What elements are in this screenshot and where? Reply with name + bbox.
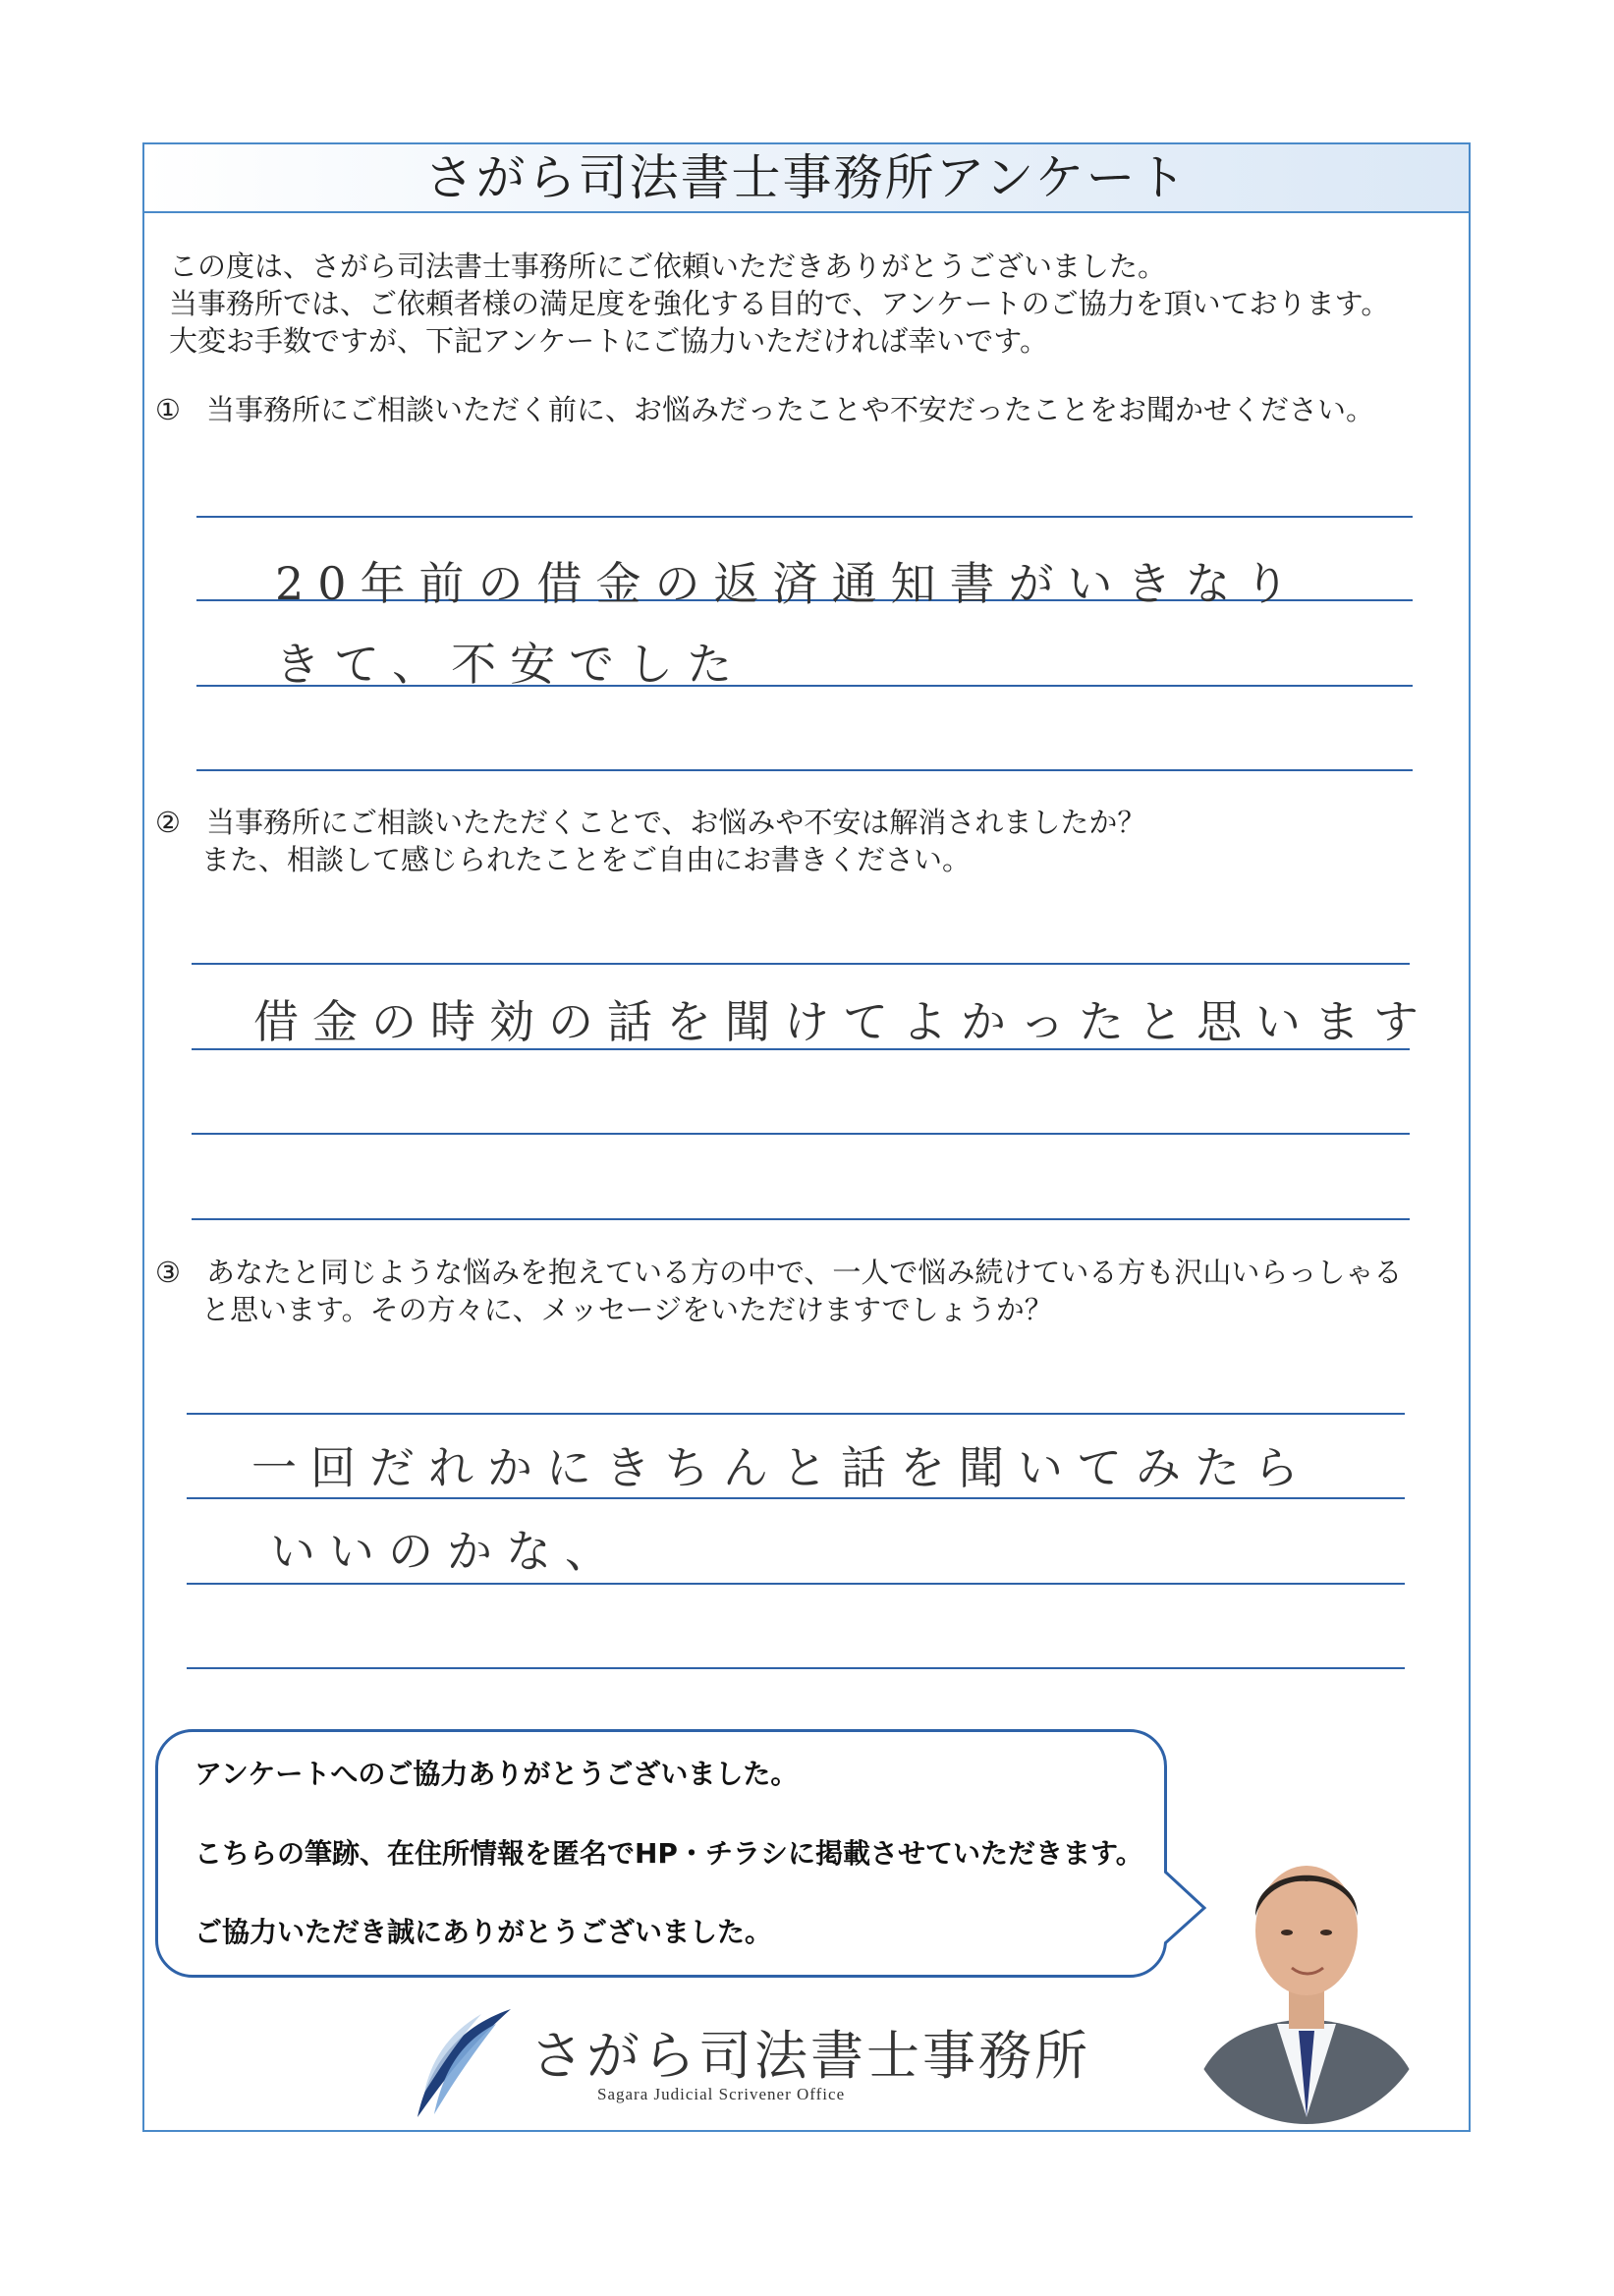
answer-rule (192, 963, 1410, 965)
closing-line: ご協力いただき誠にありがとうございました。 (195, 1916, 773, 1948)
answer-rule (187, 1497, 1405, 1499)
question-number: ② (155, 806, 181, 839)
closing-line: こちらの筆跡、在住所情報を匿名でHP・チラシに掲載させていただきます。 (195, 1837, 1143, 1870)
handwritten-answer: いいのかな、 (270, 1525, 624, 1578)
intro-line: 大変お手数ですが、下記アンケートにご協力いただければ幸いです。 (169, 324, 1048, 358)
intro-line: この度は、さがら司法書士事務所にご依頼いただきありがとうございました。 (169, 250, 1167, 283)
answer-rule (187, 1667, 1405, 1669)
question-number: ① (155, 393, 181, 426)
question-3 (155, 1254, 1432, 1328)
handwritten-answer: 一回だれかにきちんと話を聞いてみたら (251, 1441, 1312, 1494)
answer-rule (192, 1133, 1410, 1135)
intro-text (169, 248, 1446, 360)
question-text: 当事務所にご相談いたただくことで、お悩みや不安は解消されましたか？ (206, 806, 1146, 839)
page-title: さがら司法書士事務所アンケート (424, 149, 1189, 206)
answer-rule (192, 1218, 1410, 1220)
question-text: と思います。その方々に、メッセージをいただけますでしょうか？ (201, 1293, 1053, 1326)
logo-swoosh-icon (413, 2004, 521, 2122)
answer-rule (187, 1583, 1405, 1585)
handwritten-answer: 20年前の借金の返済通知書がいきなり (275, 557, 1304, 610)
answer-rule (187, 1413, 1405, 1415)
representative-portrait (1179, 1822, 1434, 2127)
handwritten-answer: 借金の時効の話を聞けてよかったと思います (253, 995, 1432, 1048)
question-text: また、相談して感じられたことをご自由にお書きください。 (201, 843, 972, 876)
question-text: 当事務所にご相談いただく前に、お悩みだったことや不安だったことをお聞かせください。 (206, 393, 1375, 426)
question-number: ③ (155, 1256, 181, 1289)
intro-line: 当事務所では、ご依頼者様の満足度を強化する目的で、アンケートのご協力を頂いております。 (169, 287, 1390, 320)
question-2 (155, 804, 1432, 878)
handwritten-answer: きて、不安でした (275, 638, 747, 691)
question-1 (155, 391, 1432, 428)
logo-name-jp: さがら司法書士事務所 (530, 2025, 1090, 2087)
closing-line: アンケートへのご協力ありがとうございました。 (195, 1758, 799, 1790)
logo-name-en: Sagara Judicial Scrivener Office (597, 2085, 846, 2103)
answer-rule (196, 769, 1413, 771)
answer-rule (196, 516, 1413, 518)
question-text: あなたと同じような悩みを抱えている方の中で、一人で悩み続けている方も沢山いらっしゃる (206, 1256, 1403, 1289)
